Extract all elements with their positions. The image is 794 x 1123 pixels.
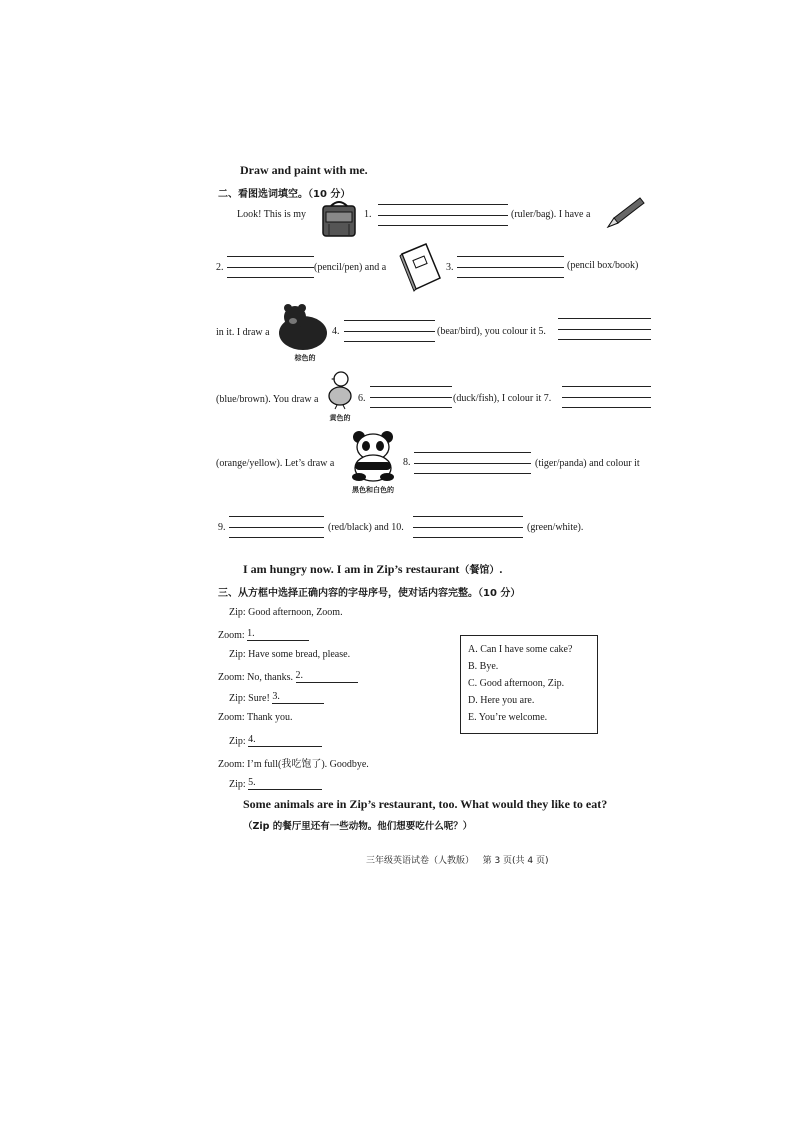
dialogue-line-3: Zip: Have some bread, please. [229, 649, 351, 660]
s2-text-1b: 1. [364, 209, 372, 220]
dialogue-line-5 [229, 691, 324, 704]
intro-line: Draw and paint with me. [240, 163, 368, 177]
option-e: E. You’re welcome. [468, 712, 548, 723]
blank-5[interactable]: 5. [248, 777, 322, 790]
story2-note: （餐馆） [459, 565, 500, 576]
blank-3[interactable]: 3. [272, 691, 324, 704]
dialogue-line-7 [229, 734, 322, 747]
d4-text: Zoom: No, thanks. [218, 672, 293, 683]
story2-end: . [499, 562, 503, 576]
answer-lines-1[interactable] [378, 204, 508, 226]
pencil-picture [604, 194, 648, 230]
s2-text-2b: (pencil/pen) and a [314, 262, 387, 273]
s2-text-1c: (ruler/bag). I have a [511, 209, 591, 220]
option-a: A. Can I have some cake? [468, 644, 573, 655]
dialogue-line-4 [218, 670, 358, 683]
option-b: B. Bye. [468, 661, 499, 672]
s2-text-6b: (red/black) and 10. [328, 522, 404, 533]
s2-text-6a: 9. [218, 522, 226, 533]
page-footer: 三年级英语试卷（人教版） 第 3 页(共 4 页) [366, 856, 549, 866]
answer-lines-9[interactable] [229, 516, 324, 538]
s2-text-3c: (bear/bird), you colour it 5. [437, 326, 546, 337]
s2-text-5a: (orange/yellow). Let’s draw a [216, 458, 335, 469]
dialogue-line-6: Zoom: Thank you. [218, 712, 293, 723]
dialogue-line-8: Zoom: I’m full(我吃饱了). Goodbye. [218, 759, 369, 770]
story2-main: I am hungry now. I am in Zip’s restaurant [243, 562, 460, 576]
duck-picture [325, 370, 353, 410]
story-line-3-cn: （Zip 的餐厅里还有一些动物。他们想要吃什么呢？） [243, 821, 473, 832]
story-line-3: Some animals are in Zip’s restaurant, too. What would they like to eat? [243, 797, 608, 811]
s2-text-4b: 6. [358, 393, 366, 404]
answer-lines-4[interactable] [344, 320, 435, 342]
d5-text: Zip: Sure! [229, 693, 270, 704]
section3-heading: 三、从方框中选择正确内容的字母序号，使对话内容完整。（10 分） [218, 588, 521, 599]
answer-lines-5[interactable] [558, 318, 651, 340]
option-d: D. Here you are. [468, 695, 535, 706]
book-picture [398, 242, 444, 292]
s2-text-4a: (blue/brown). You draw a [216, 394, 319, 405]
options-box [460, 635, 598, 734]
caption-duck: 黄色的 [329, 414, 351, 422]
blank-1[interactable]: 1. [247, 628, 309, 641]
s2-text-2d: (pencil box/book) [567, 260, 639, 271]
blank-4[interactable]: 4. [248, 734, 322, 747]
answer-lines-3[interactable] [457, 256, 564, 278]
answer-lines-7[interactable] [562, 386, 651, 408]
s2-text-2c: 3. [446, 262, 454, 273]
option-c: C. Good afternoon, Zip. [468, 678, 565, 689]
answer-lines-8[interactable] [414, 452, 531, 474]
s2-text-1a: Look! This is my [237, 209, 306, 220]
answer-lines-10[interactable] [413, 516, 523, 538]
dialogue-line-2 [218, 628, 309, 641]
d2-speaker: Zoom: [218, 630, 245, 641]
caption-panda: 黑色和白色的 [352, 486, 394, 494]
d7-speaker: Zip: [229, 736, 246, 747]
bear-picture [275, 303, 331, 351]
caption-bear: 棕色的 [294, 354, 316, 362]
dialogue-line-9 [229, 777, 322, 790]
s2-text-5b: 8. [403, 457, 411, 468]
bag-picture [317, 198, 361, 238]
s2-text-3b: 4. [332, 326, 340, 337]
s2-text-5c: (tiger/panda) and colour it [535, 458, 640, 469]
answer-lines-2[interactable] [227, 256, 314, 278]
s2-text-2a: 2. [216, 262, 224, 273]
panda-picture [350, 430, 396, 482]
story-line-2 [243, 561, 502, 577]
d9-speaker: Zip: [229, 779, 246, 790]
s2-text-3a: in it. I draw a [216, 327, 270, 338]
section2-heading: 二、看图选词填空。（10 分） [218, 189, 351, 200]
s2-text-6c: (green/white). [527, 522, 584, 533]
s2-text-4c: (duck/fish), I colour it 7. [453, 393, 552, 404]
answer-lines-6[interactable] [370, 386, 452, 408]
dialogue-line-1: Zip: Good afternoon, Zoom. [229, 607, 343, 618]
blank-2[interactable]: 2. [296, 670, 358, 683]
